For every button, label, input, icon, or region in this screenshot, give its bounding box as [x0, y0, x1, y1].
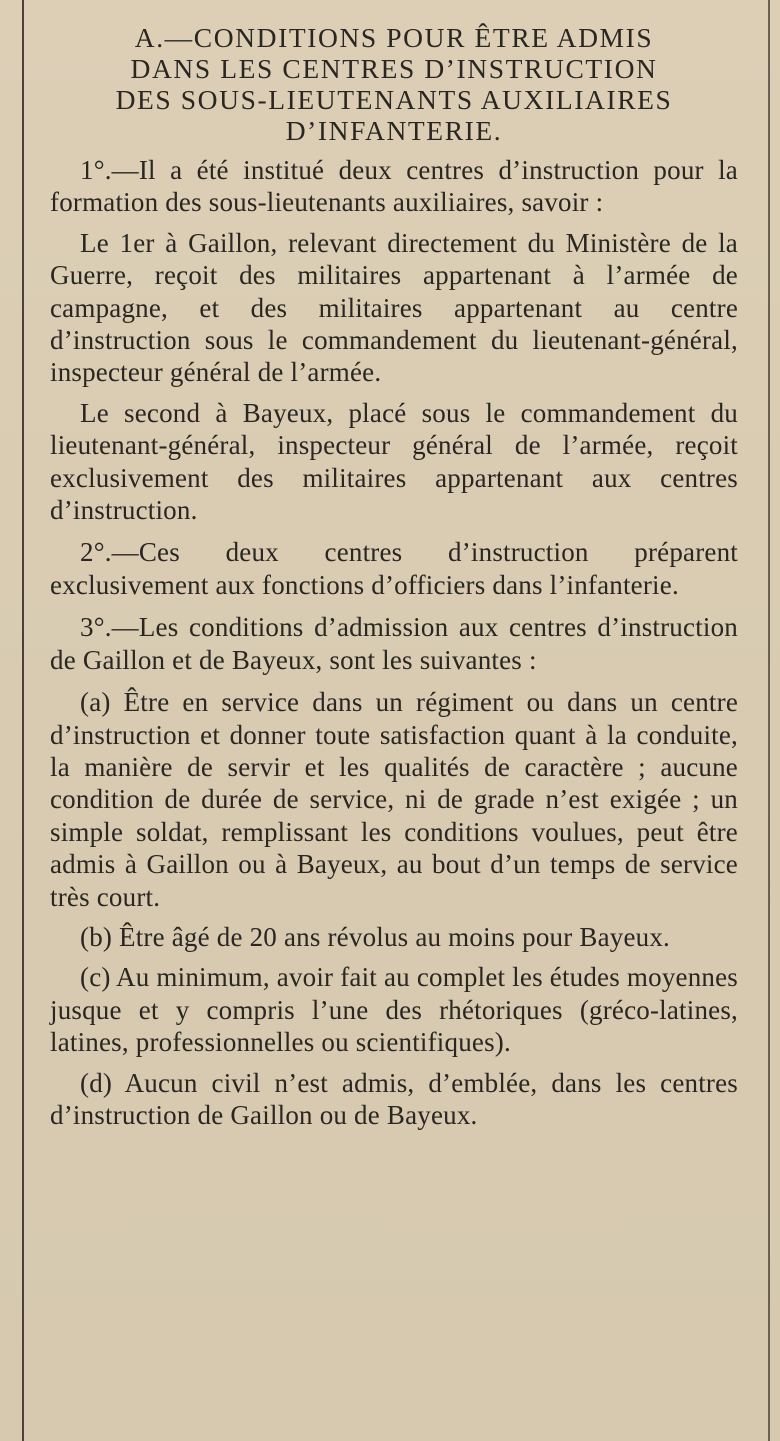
heading-line: DANS LES CENTRES D’INSTRUCTION [130, 53, 658, 84]
column-rule-left [22, 0, 24, 1441]
paragraph-1-intro: 1°.—Il a été institué deux centres d’instruction pour la formation des sous-lieutenants auxiliaires, savoir : [50, 155, 738, 218]
section-heading [50, 22, 738, 146]
article-column [50, 22, 738, 1139]
paragraph-3: 3°.—Les conditions d’admission aux centres d’instruction de Gaillon et de Bayeux, sont les suivantes : [50, 612, 738, 675]
paragraph-2: 2°.—Ces deux centres d’instruction préparent exclusivement aux fonctions d’officiers dans l’infanterie. [50, 537, 738, 600]
paragraph-bayeux: Le second à Bayeux, placé sous le commandement du lieutenant-général, inspecteur général de l’armée, reçoit exclusivement des militaires appartenant aux centres d’instruction. [50, 397, 738, 526]
condition-b: (b) Être âgé de 20 ans révolus au moins pour Bayeux. [80, 921, 670, 952]
heading-line: A.—CONDITIONS POUR ÊTRE ADMIS [134, 22, 654, 53]
condition-a: (a) Être en service dans un régiment ou dans un centre d’instruction et donner toute satisfaction quant à la conduite, la manière de servir et les qualités de caractère ; aucune condition de durée de service, ni de grade n’est exigée ; un simple soldat, remplissant les conditions voulues, peut être admis à Gaillon ou à Bayeux, au bout d’un temps de service très court. [50, 687, 738, 912]
paragraph-gaillon: Le 1er à Gaillon, relevant directement du Ministère de la Guerre, reçoit des militaires appartenant à l’armée de campagne, et des militaires appartenant au centre d’instruction sous le commandement du lieutenant-général, inspecteur général de l’armée. [50, 227, 738, 388]
condition-c: (c) Au minimum, avoir fait au complet les études moyennes jusque et y compris l’une des rhétoriques (gréco-latines, latines, professionnelles ou scientifiques). [50, 962, 738, 1058]
heading-line: D’INFANTERIE. [285, 115, 503, 146]
column-rule-right [768, 0, 770, 1441]
heading-line: DES SOUS-LIEUTENANTS AUXILIAIRES [115, 84, 673, 115]
condition-d: (d) Aucun civil n’est admis, d’emblée, dans les centres d’instruction de Gaillon ou de Bayeux. [50, 1067, 738, 1130]
